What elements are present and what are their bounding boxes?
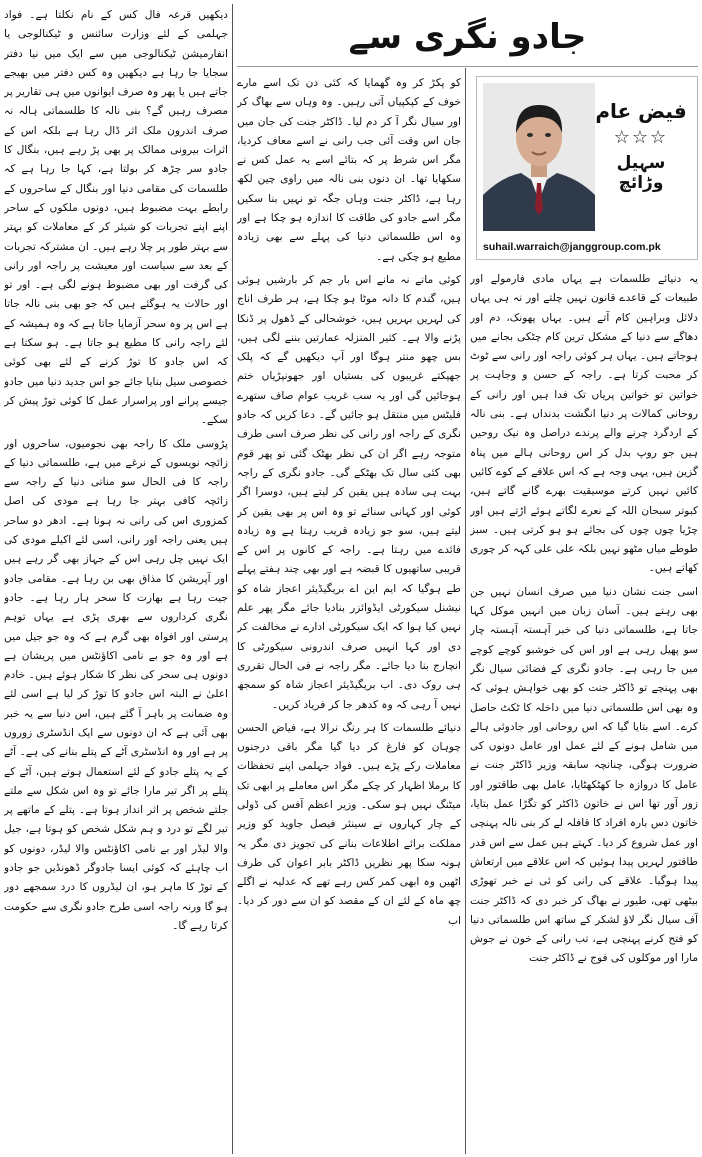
article-column-right [470,270,698,1152]
columnist-name: سہیل وڑائچ [616,153,666,193]
byline-names [595,99,687,193]
paragraph: دنیائے طلسمات کا ہر رنگ نرالا ہے، فیاض الحسن چوہان کو فارغ کر دیا گیا مگر باقی درجنوں معاملات رکے پڑے ہیں۔ فواد جہلمی اپنے تحفظات کا برملا اظہار کر چکے مگر اس معاملے پر ابھی تک میٹنگ نہیں ہو سکی۔ وزیر اعظم آفس کی ڈولی کے چار کہاروں نے سینئر فیصل جاوید کو وزیر مملکت برائے اطلاعات بنانے کی تجویز دی مگر یہ ہونہ سکا پھر نظریں ڈاکٹر بابر اعوان کی طرف اٹھیں وہ ابھی کمر کس رہے تھے کہ عدلیہ نے اگلے چھ ماہ کے لئے ان کے مقصد کو ان سے دور کر دیا۔ اب [237,721,461,927]
paragraph: کوئی مانے نہ مانے اس بار جم کر بارشیں ہوئی ہیں، گندم کا دانہ موٹا ہو چکا ہے، ہر طرف اناج کی لہریں بہریں ہیں، خوشحالی کے ڈھول پر ڈنکا پڑنے والا ہے۔ کثیر المنزلہ عمارتیں بننے لگی ہیں، بس چھو منتر ہوگا اور آپ دیکھیں گے کہ پلک جھپکتے غریبوں کی بستیاں اور جھونپڑیاں ختم ہوجائیں گی اور یہ سب غریب عوام صاف ستھرے فلیٹس میں منتقل ہو جائیں گے۔ دعا کریں کہ جادو نگری کے راجہ اور رانی کی نظر صرف اسی طرف متوجہ رہے اگر ان کی نظر بھٹک گئی تو پھر قوم بھی کئی سال تک بھٹکے گی۔ جادو نگری کے راجہ بہت ہی سادہ ہیں یقین کر لیتے ہیں، دوسرا اگر کوئی اور کہانی سنائے تو وہ اس پر بھی یقین کر لیتے ہیں، سو جو زیادہ قریب رہتا ہے وہ زیادہ فائدے میں رہتا ہے۔ راجہ کے کانوں پر اس کے قریبی ساتھیوں کا قبضہ ہے اور بھی چند ہفتے پہلے طے ہوگیا کہ ایم این اے بریگیڈیئر اعجاز شاہ کو نیشنل سیکورٹی ایڈوائزر بنادیا جائے مگر پھر علم نہیں کیا ہوا کہ ایک سیکورٹی ادارے نے مخالفت کر دی اور کہا انہیں صرف اندرونی سیکورٹی کا انچارج بنا دیا جائے۔ مگر راجہ نے فی الحال تقرری ہی روک دی۔ اب بریگیڈیئر اعجاز شاہ کو سمجھ نہیں آ رہی کہ وہ کدھر جا کر فریاد کریں۔ [237,273,461,711]
author-email: suhail.warraich@janggroup.com.pk [483,241,661,253]
headline: جادو نگری سے [348,16,587,57]
headline-banner [237,6,698,67]
author-photo [483,83,595,231]
paragraph: پڑوسی ملک کا راجہ بھی نجومیوں، ساحروں اور زائچہ نویسوں کے نرغے میں ہے، طلسماتی دنیا کے راجہ کا فی الحال سو مناتی دنیا کے راجہ سے زائچہ کافی بہتر جا رہا ہے مودی کی اصل کمزوری اس کی رانی نہ ہونا ہے۔ ادھر دو ساحر ہیں یعنی راجہ اور رانی، اسی لئے اکیلے مودی کی ایک نہیں چل رہی اس کے جہاز بھی گر رہے ہیں اور آپریشن کا مذاق بھی بن رہا ہے۔ مقامی جادو جیت رہا ہے بھارت کا سحر ہار رہا ہے۔ جادو نگری کرداروں سے بھری پڑی ہے یہاں توہم پرستی اور افواہ بھی گرم ہے کہ وہ جو جیل میں ہے اور وہ جو بے نامی اکاؤنٹس میں پریشان ہے دونوں ہی سحر کی نظر کا شکار ہوئے ہیں۔ خادم اعلیٰ نے البتہ اس جادو کا توڑ کر لیا ہے اسی لئے وہ ضمانت پر باہر آ گئے ہیں، اس دنیا سے یہ خبر بھی آئی ہے کہ ان دونوں سے ایک انڈسٹری زوروں پر ہے اور وہ انڈسٹری آٹے کے پتلے بنانے کی ہے۔ آٹے کے یہ پتلے جادو کے لئے استعمال ہوتے ہیں، آٹے کے پتلے پر اگر تیر مارا جائے تو وہ اس شکل سے ملتے جلتے شخص پر اثر انداز ہوتا ہے۔ پتلے کے ماتھے پر تیر لگے تو درد و ہم شکل شخص کو ہوتا ہے، جیل والا لیڈر اور بے نامی اکاؤنٹس والا لیڈر، دونوں کو اب چاہئے کہ کوئی ایسا جادوگر ڈھونڈیں جو جادو کے توڑ کا ماہر ہو، ان لیڈروں کا درد سمجھے دور ہو گا ورنہ راجہ اسی طرح جادو نگری سے حکومت کرتا رہے گا۔ [4,437,228,932]
author-portrait-image [483,83,595,231]
article-column-middle [237,74,461,1152]
author-name: فیض عام [595,99,687,123]
paragraph: کو پکڑ کر وہ گھمایا کہ کئی دن تک اسے مارے خوف کے کپکپیاں آتی رہیں۔ وہ وہاں سے بھاگ کر اور سیال نگر آ کر دم لیا۔ ڈاکٹر جنت کی جان میں جان اس وقت آئی جب رانی نے اسے معاف کردیا، مگر اس شرط پر کہ بتائے اسے یہ عمل کس نے سکھایا تھا۔ ان دنوں بنی نالہ میں راوی چین لکھ رہا ہے، ڈاکٹر جنت وہاں جگہ تو نہیں بنا سکیں مگر اسے جادو کی طاقت کا اندازہ ہو چکا ہے اور وہ اس طلسماتی دنیا کی پہلے سے بھی زیادہ مطیع ہو چکی ہے۔ [237,77,461,263]
paragraph: دیکھیں قرعہ فال کس کے نام نکلتا ہے۔ فواد جہلمی کے لئے وزارت سائنس و ٹیکنالوجی یا انفارمیشن ٹیکنالوجی میں سے ایک میں نیا دفتر سجایا جا رہا ہے دیکھیں وہ کس دفتر میں بھیجے جاتے ہیں یا پھر وہ صرف ایوانوں میں ہی تقاریر پر مصرف رہیں گے؟ بنی نالہ کا طلسماتی ہالہ نہ صرف اندرون ملک اثر ڈال رہا ہے بلکہ اس کے اثرات بیرونی ممالک پر بھی پڑ رہے ہیں، بنگال کا جادو سر چڑھ کر بولتا ہے، کہا جا رہا ہے کہ طلسمات کی مقامی دنیا اور بنگال کے ساحروں کے رابطے بہت مضبوط ہیں، دونوں ملکوں کے ساحر اپنے اپنے تجربات کو شیئر کر کے معاملات کو بہتر سے بہتر طور پر چلا رہے ہیں۔ ان مشترکہ تجربات کے بعد سے سیاست اور معیشت پر راجہ اور رانی کی گرفت اور بھی مضبوط ہونے لگی ہے۔ اور تو اور حالات یہ ہوگئے ہیں کہ جو بھی بنی نالہ جاتا ہے اس پر وہ سحر آزمایا جاتا ہے کہ وہ ہمیشہ کے لئے راجہ رانی کا مطیع ہو جاتا ہے۔ ہو سکتا ہے کہ اس جادو کا توڑ کرنے کے لئے بھی کوئی خصوصی سیل بنایا جائے جو اس جدید دنیا میں جادو جیسے پرانے اور پراسرار عمل کا کوئی توڑ پیش کر سکے۔ [4,9,228,427]
paragraph: یہ دنیائے طلسمات ہے یہاں مادی فارمولے اور طبیعات کے قاعدے قانون نہیں چلتے اور نہ ہی یہاں دلائل وبراہین کام آتے ہیں۔ یہاں پھونک، دم اور دھاگے سے دنیا کے مشکل ترین کام چٹکی بجانے میں ہوجاتے ہیں۔ یہاں ہر کوئی راجہ اور رانی سے ٹوٹ کر محبت کرتا ہے۔ راجہ کے حسن و وجاہت پر خواتین تو خواتین پریاں تک فدا ہیں اور رانی کے روحانی کمالات پر دنیا انگشت بدنداں ہے۔ بنی نالہ کے اردگرد چرنے والے پرندے دراصل وہ نیک روحیں ہیں جو روپ بدل کر اس روحانی ہالے میں پناہ گزین ہیں، یہی وجہ ہے کہ اس علاقے کے کوے کائیں کائیں نہیں کرتے موسیقیت بھرے گانے گاتے ہیں، کبوتر سبحان اللہ کے نعرے لگاتے ہوئے اڑتے ہیں اور چڑیا چوں چوں کی بجائے ہو ہو کرتی ہیں۔ سبز طوطے میاں مٹھو نہیں بلکہ علی علی کہہ کر چوری کھاتے ہیں۔ [470,273,698,575]
paragraph: اسی جنت نشان دنیا میں صرف انسان نہیں جن بھی رہتے ہیں۔ آسان زبان میں انہیں موکل کہا جاتا ہے، طلسماتی دنیا کی خبر آہستہ آہستہ چار سو پھیل رہی ہے اور اس کی خوشبو کوچے کوچے میں جا رہی ہے۔ جادو نگری کے فضائی سیال نگر بھی پہنچے تو ڈاکٹر جنت کو بھی خواہش ہوئی کہ وہ بھی اس طلسماتی دنیا میں داخلہ کا ٹکٹ حاصل کرے۔ اسے بتایا گیا کہ اس روحانی اور جادوئی ہالے میں شامل ہونے کے لئے عمل اور عامل دونوں کی ضرورت ہوگی، چنانچہ سابقہ وزیر ڈاکٹر جنت نے عامل کا دروازہ جا کھٹکھٹایا، عامل بھی طاقتور اور زور آور تھا اس نے خاتون ڈاکٹر کو تگڑا عمل بتایا، خاتون دس بارہ افراد کا قافلہ لے کر بنی نالہ پہنچی اور عمل شروع کر دیا۔ کہتے ہیں عمل سے اس قدر طاقتور لہریں پیدا ہوئیں کہ اس علاقے میں ارتعاش پیدا ہوگیا۔ علاقے کی رانی کو ئی نے خبر تھوڑی بیٹھی تھی، طیور نے بھاگ کر خبر دی کہ ڈاکٹر جنت آف سیال نگر لاؤ لشکر کے ساتھ اس طلسماتی دنیا کو فتح کرنے پہنچی ہے، تب رانی کے خون نے جوش مارا اور موکلوں کی فوج نے ڈاکٹر جنت [470,585,698,965]
article-column-left [4,6,228,1152]
column-divider [232,4,233,1154]
column-divider [465,68,466,1154]
star-rating: ☆☆☆ [613,127,669,148]
author-byline-box [476,76,698,260]
